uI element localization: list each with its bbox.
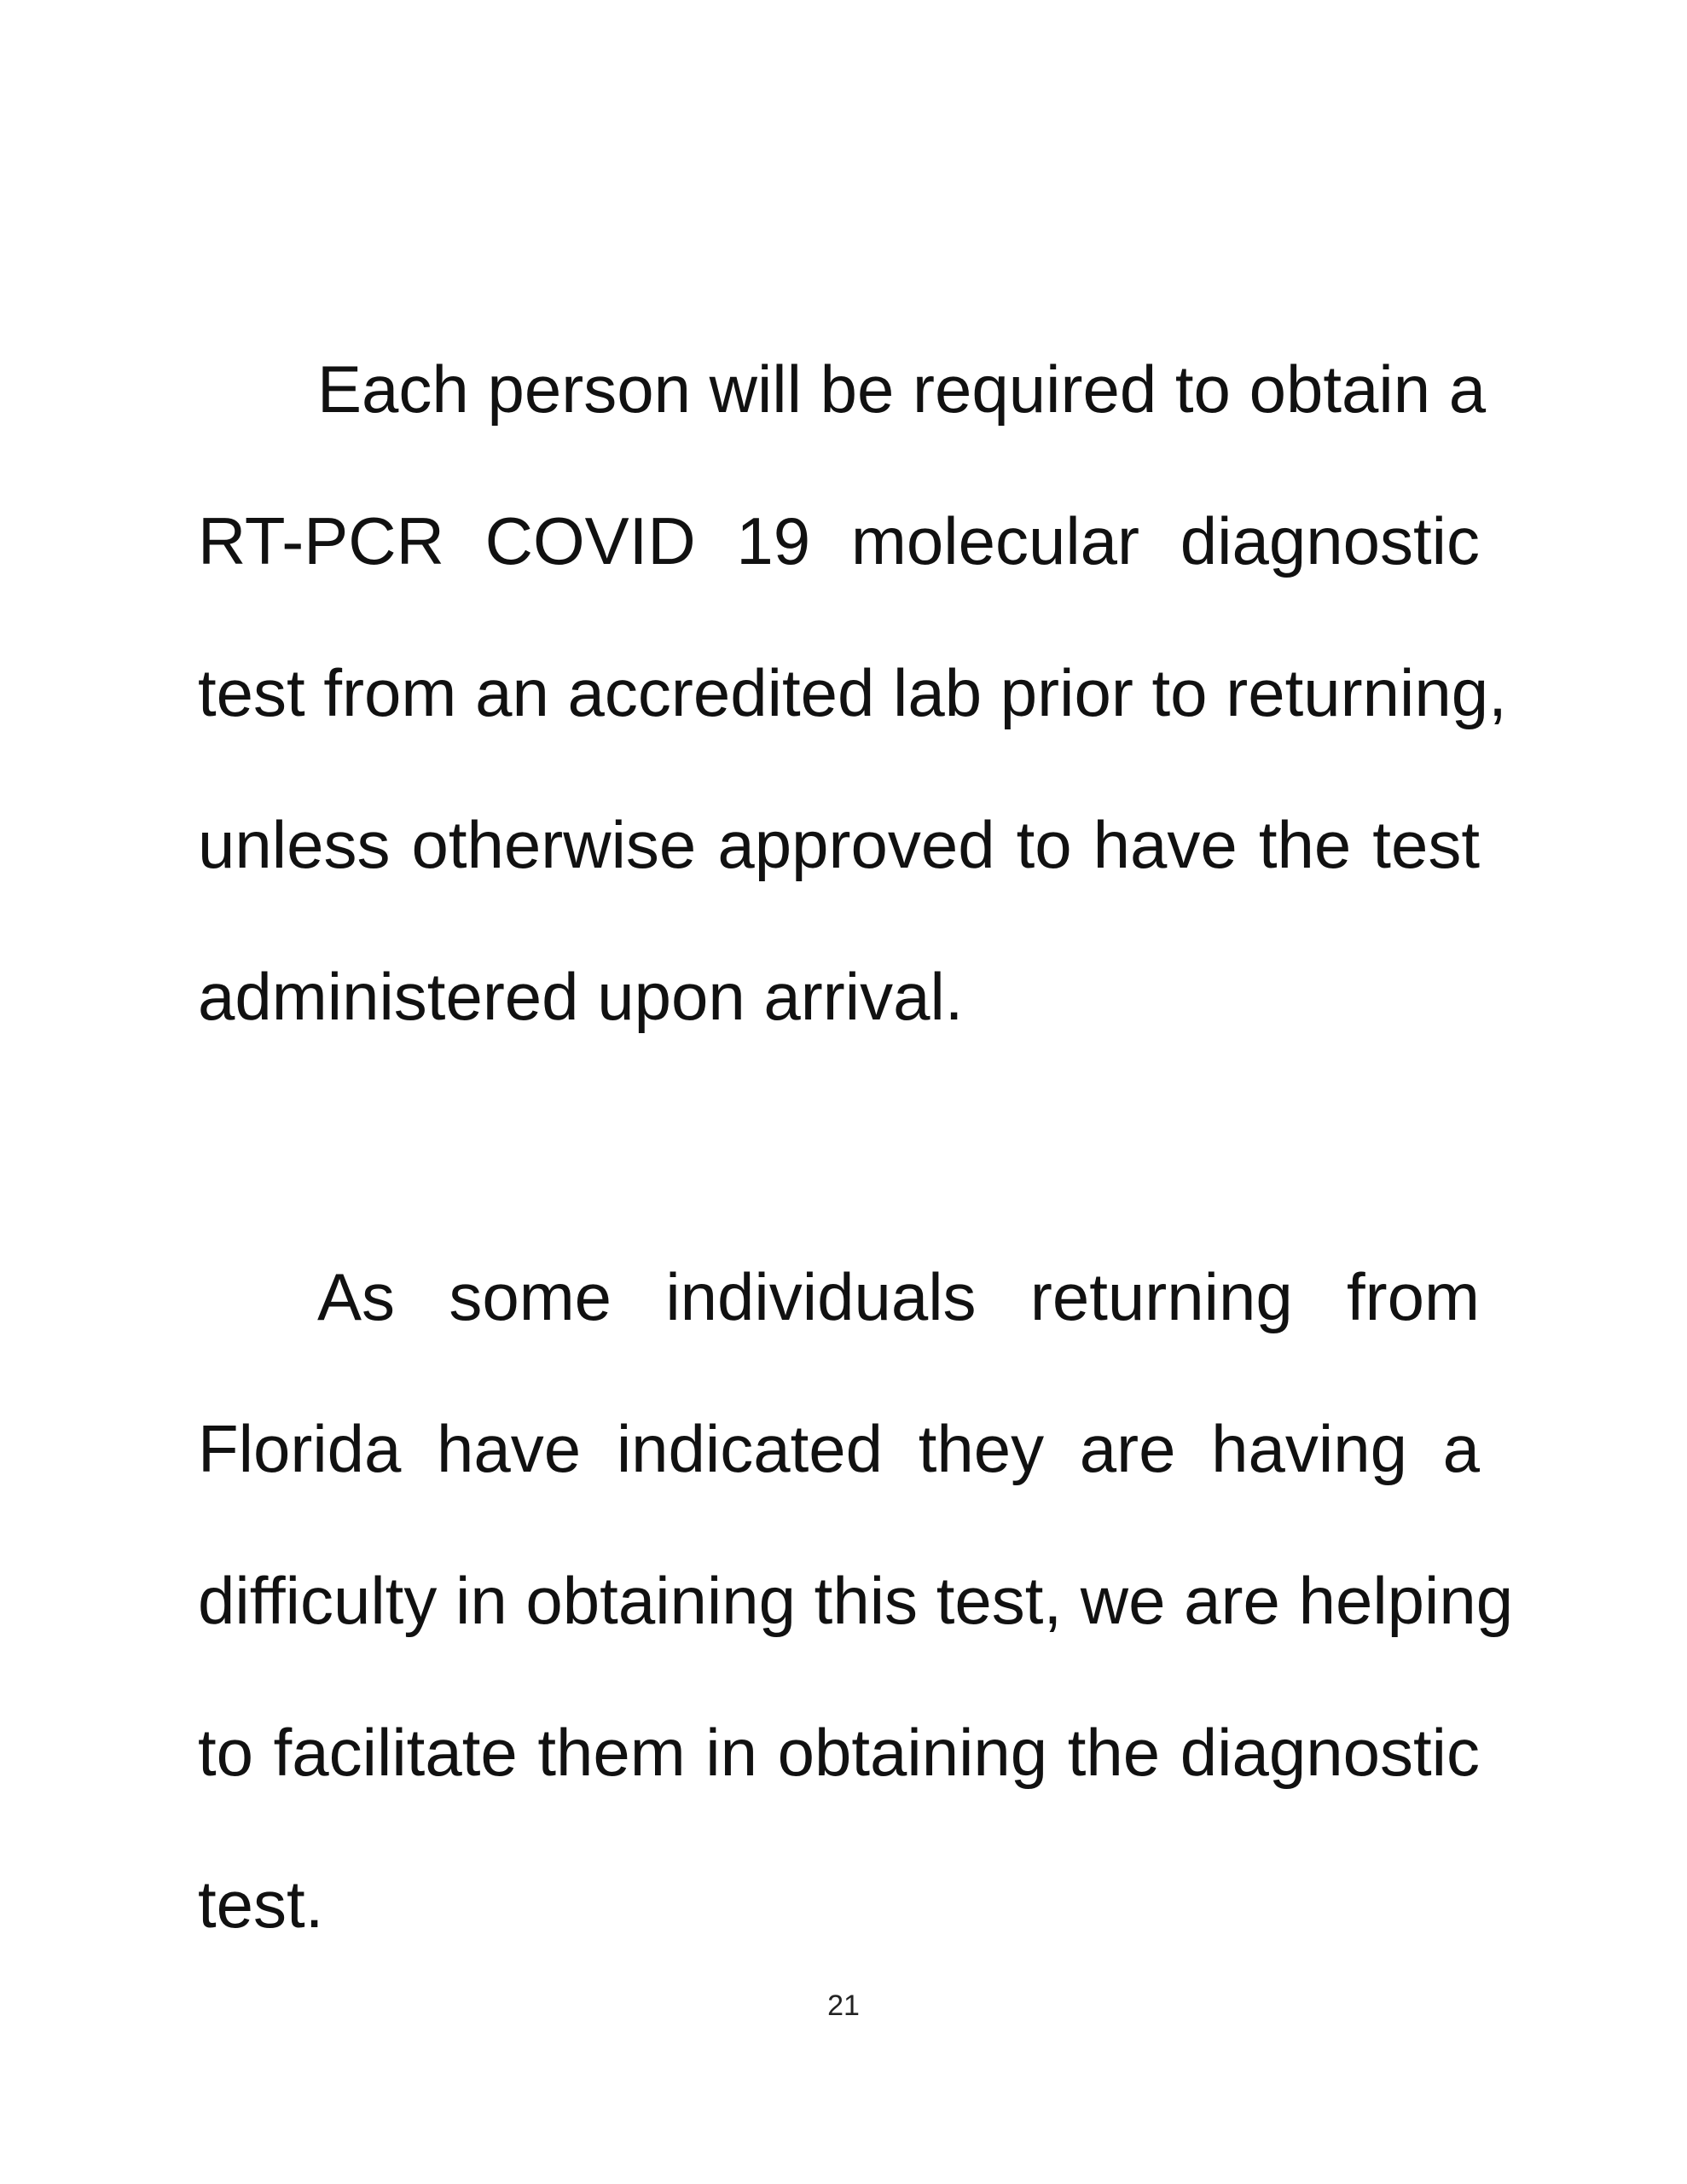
paragraph-line: to facilitate them in obtaining the diagnostic	[198, 1715, 1480, 1790]
paragraph-line: Each person will be required to obtain a	[317, 351, 1487, 427]
paragraph-line: Florida have indicated they are having a	[198, 1411, 1480, 1486]
paragraph-line: test.	[198, 1867, 324, 1942]
paragraph-line: administered upon arrival.	[198, 959, 964, 1034]
paragraph-line: RT-PCR COVID 19 molecular diagnostic	[198, 503, 1480, 578]
paragraph-line: unless otherwise approved to have the test	[198, 807, 1480, 882]
paragraph-2	[198, 1221, 1514, 1980]
page-number: 21	[827, 1989, 860, 2022]
paragraph-1	[198, 313, 1507, 1072]
paragraph-line: test from an accredited lab prior to returning,	[198, 655, 1507, 730]
paragraph-line: difficulty in obtaining this test, we are helping	[198, 1563, 1514, 1638]
paragraph-line: As some individuals returning from	[317, 1259, 1480, 1334]
